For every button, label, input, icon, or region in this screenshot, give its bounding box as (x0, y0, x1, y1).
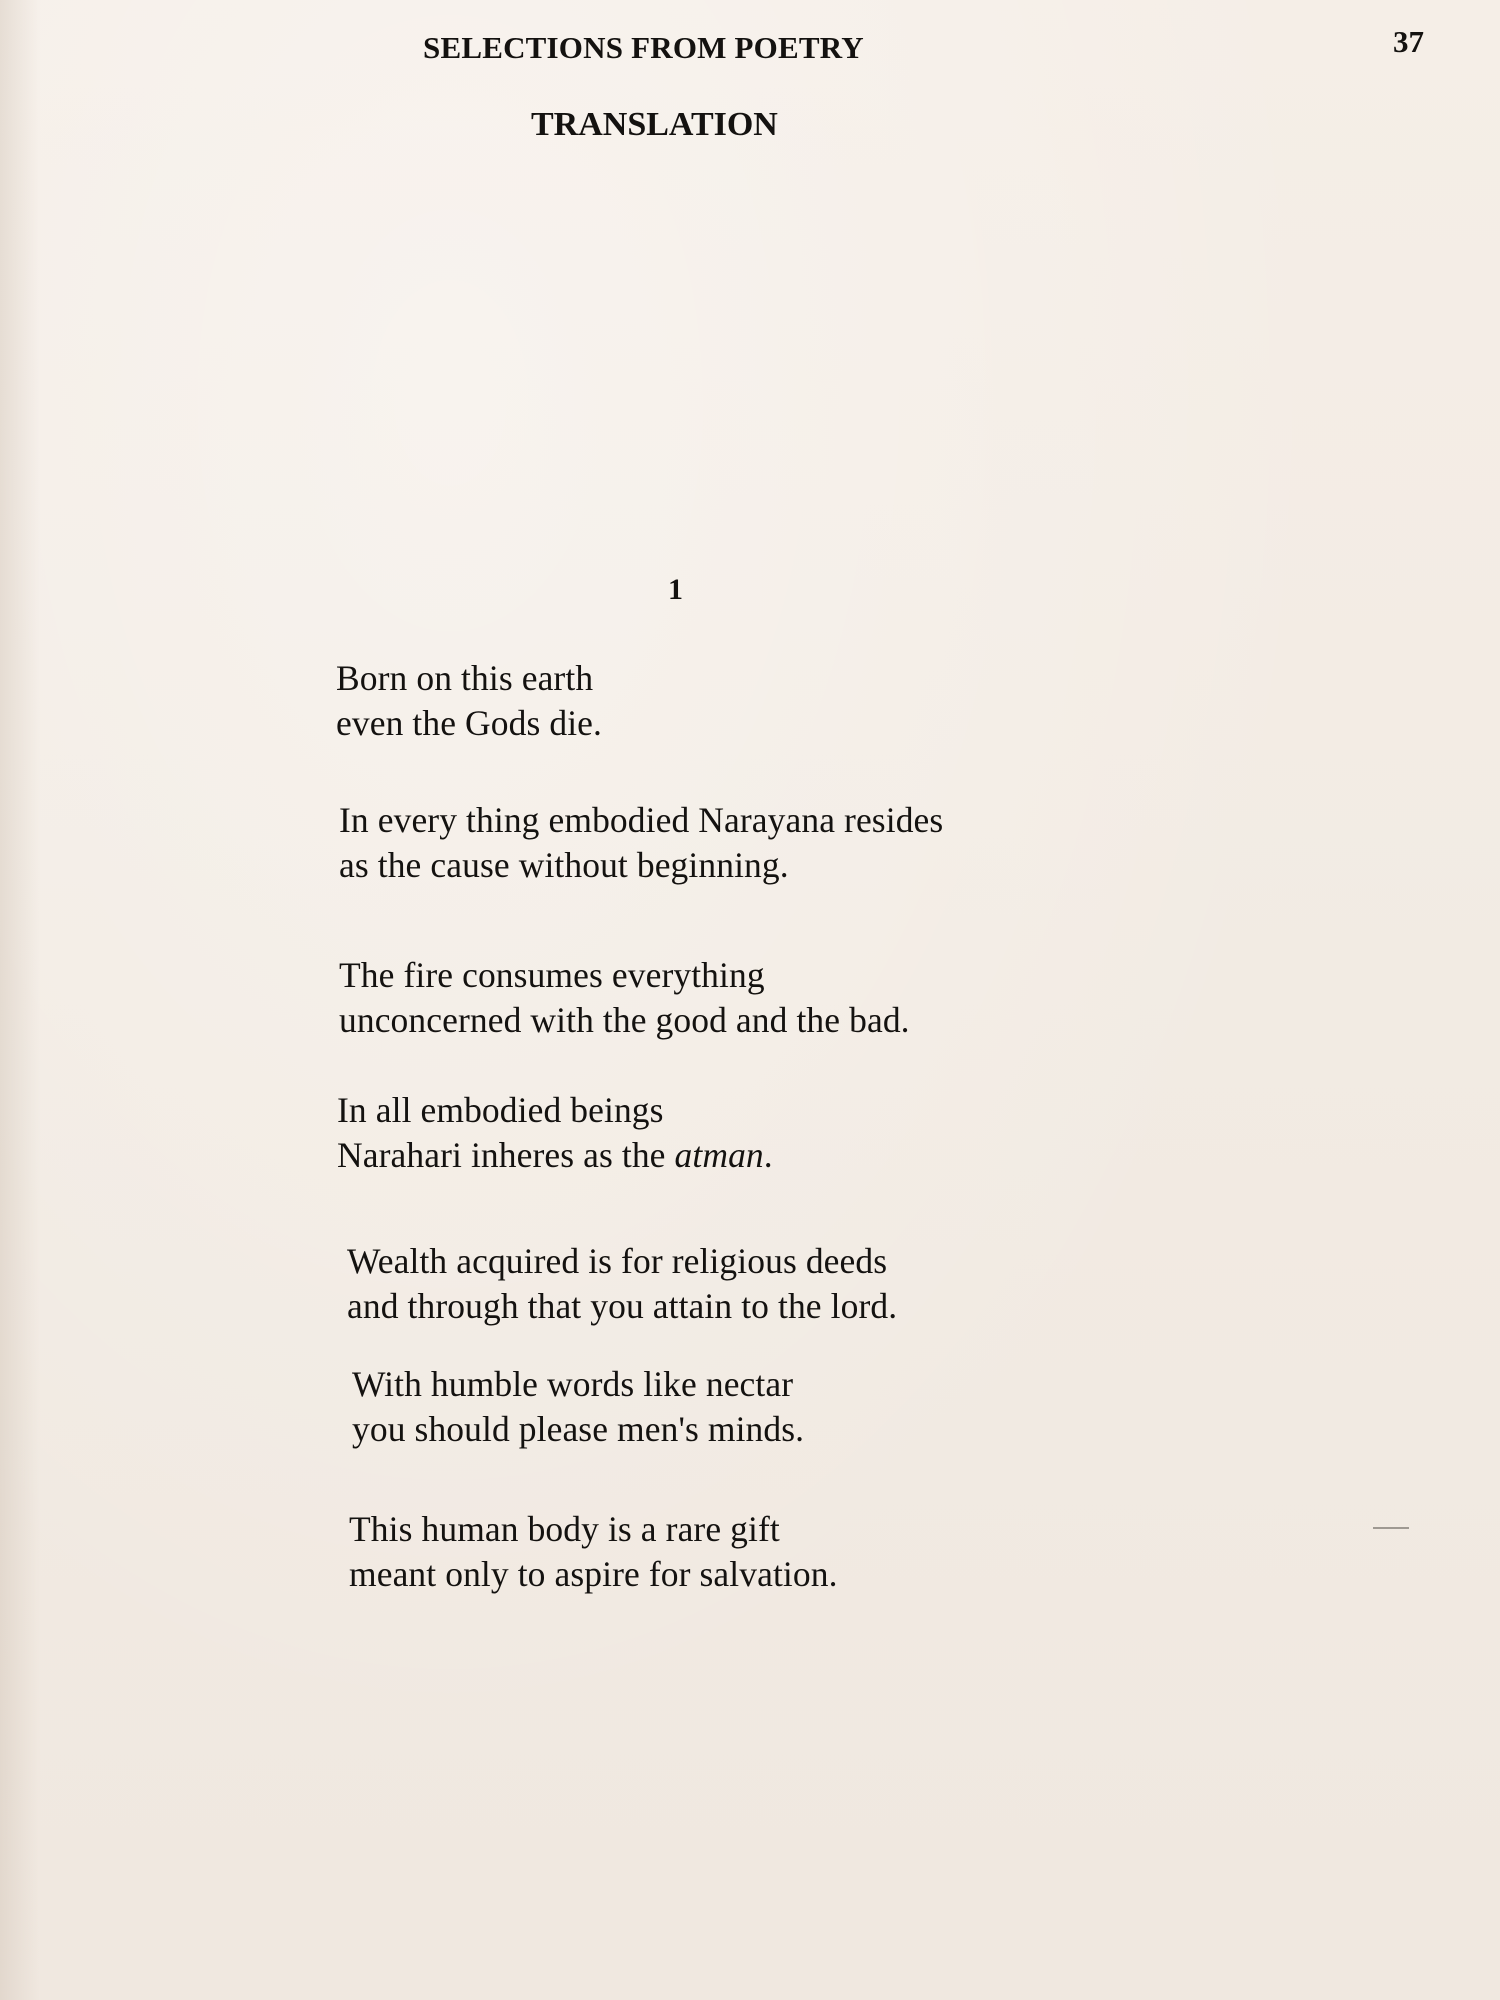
verse-line: Born on this earth (336, 658, 594, 698)
verse-line: unconcerned with the good and the bad. (339, 1000, 910, 1040)
stanza (352, 1362, 804, 1452)
section-title: TRANSLATION (531, 106, 778, 143)
verse-line: meant only to aspire for salvation. (349, 1554, 838, 1594)
poem-number: 1 (668, 573, 683, 606)
verse-line: Wealth acquired is for religious deeds (347, 1241, 888, 1281)
page-edge-shadow (0, 0, 40, 2000)
verse-line: In all embodied beings (337, 1090, 664, 1130)
page-number: 37 (1393, 24, 1424, 59)
verse-line (337, 1133, 773, 1178)
verse-line: even the Gods die. (336, 703, 603, 743)
verse-line: In every thing embodied Narayana resides (339, 800, 944, 840)
verse-line: With humble words like nectar (352, 1364, 794, 1404)
verse-line: and through that you attain to the lord. (347, 1286, 898, 1326)
verse-text: Narahari inheres as the (337, 1135, 675, 1175)
italic-term: atman (674, 1135, 764, 1175)
stanza (349, 1507, 838, 1597)
verse-line: This human body is a rare gift (349, 1509, 780, 1549)
stanza (339, 798, 943, 888)
stanza (337, 1088, 773, 1178)
verse-punctuation: . (763, 1135, 773, 1175)
running-head: SELECTIONS FROM POETRY (423, 30, 864, 65)
stanza (339, 953, 910, 1043)
stanza (336, 656, 602, 746)
verse-line: you should please men's minds. (352, 1409, 805, 1449)
verse-line: The fire consumes everything (339, 955, 765, 995)
verse-line: as the cause without beginning. (339, 845, 789, 885)
paper-speck (1373, 1527, 1409, 1529)
stanza (347, 1239, 897, 1329)
